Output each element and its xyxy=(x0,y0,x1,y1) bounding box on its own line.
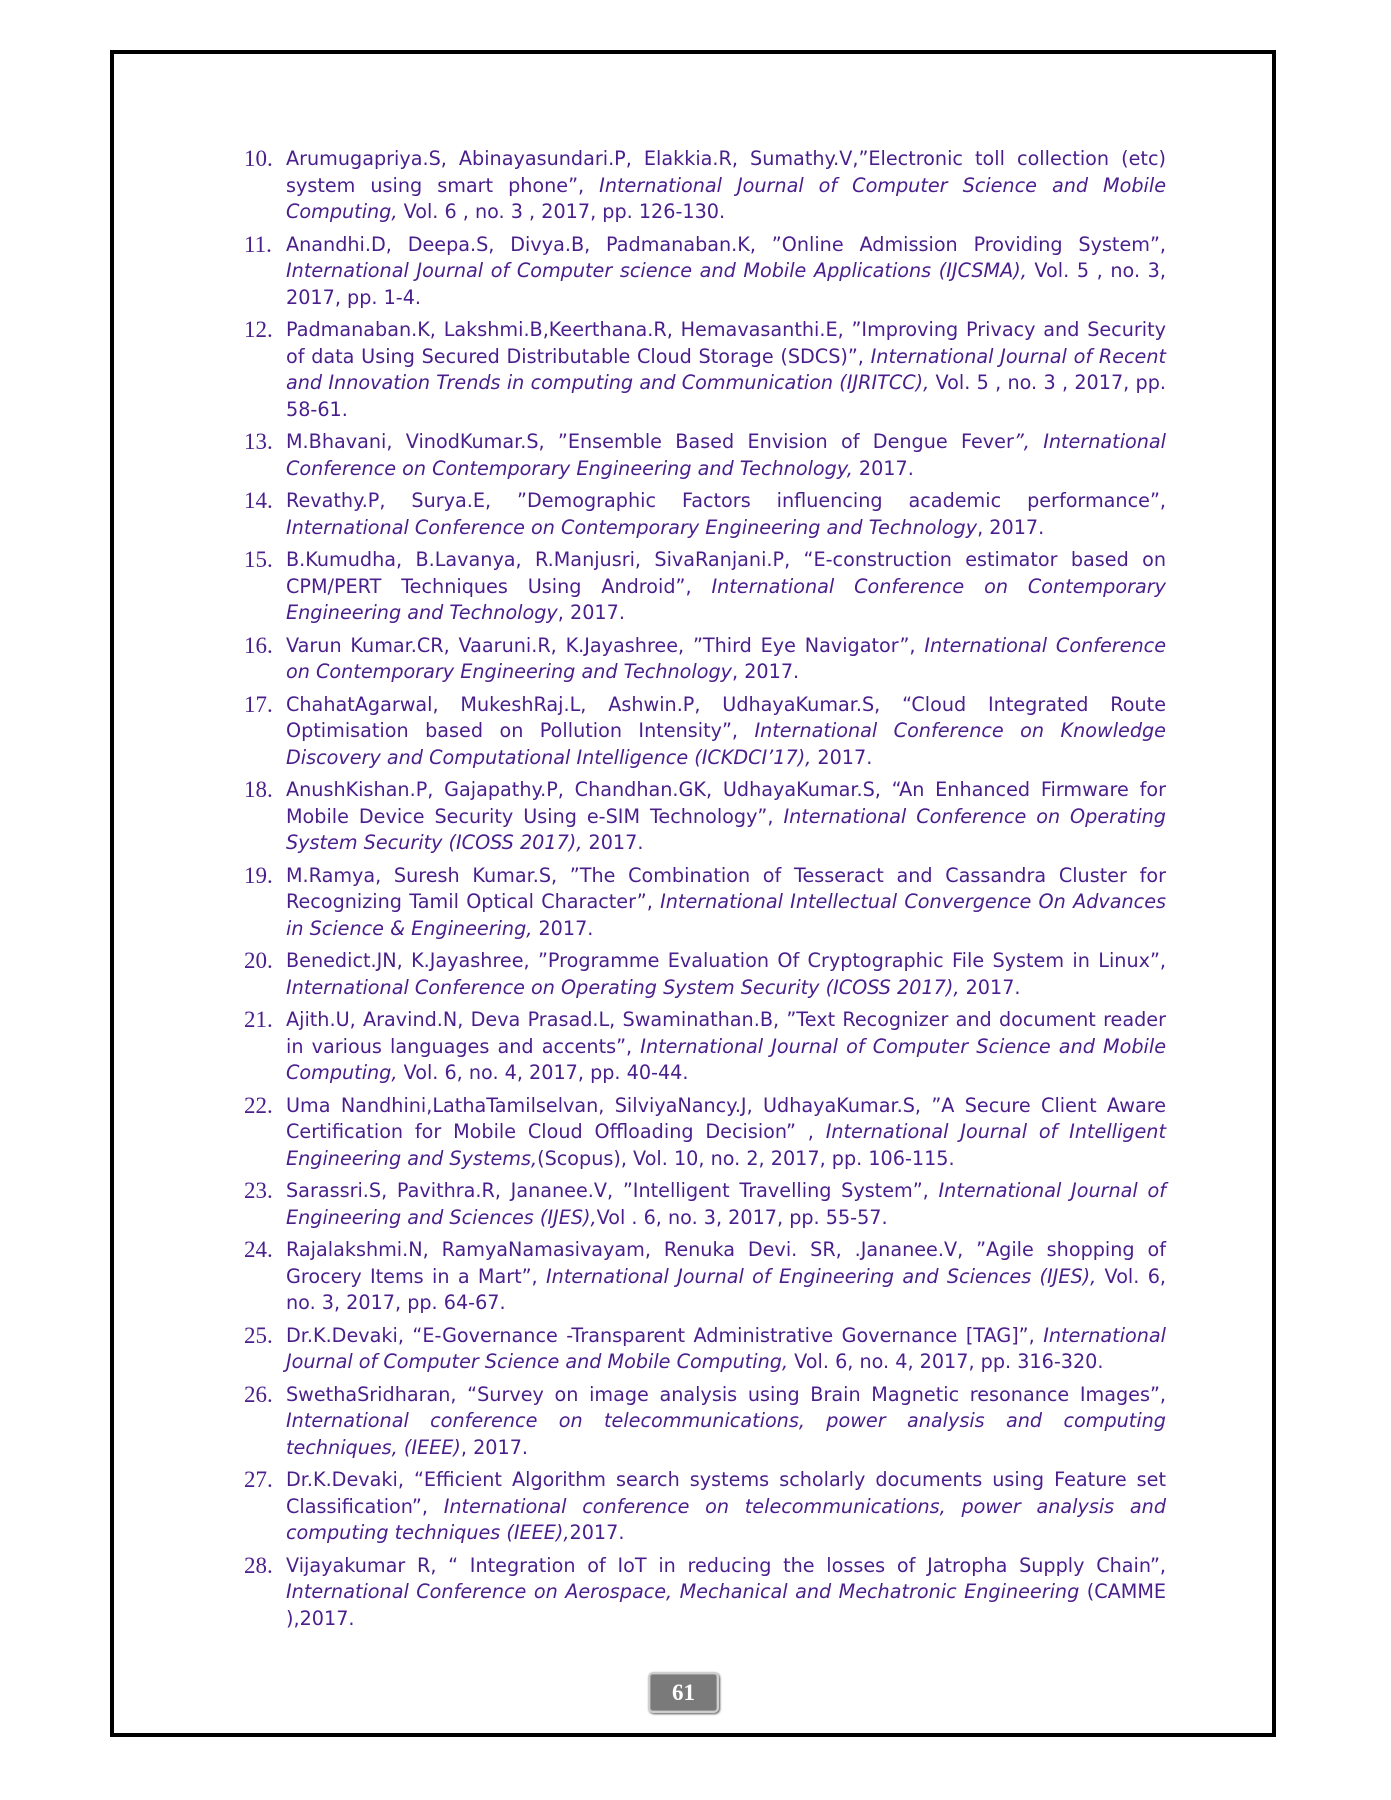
reference-authors-title: Rajalakshmi.N, RamyaNamasivayam, Renuka Devi. SR, .Jananee.V, ”Agile shopping of Grocery Items in a Mart”, xyxy=(286,1238,1166,1288)
reference-authors-title: AnushKishan.P, Gajapathy.P, Chandhan.GK, UdhayaKumar.S, “An Enhanced Firmware for Mobile Device Security Using e-SIM Technology”, xyxy=(286,778,1166,828)
reference-details: Vol. 6, no. 3, 2017, pp. 64-67. xyxy=(286,1264,1166,1314)
reference-authors-title: Dr.K.Devaki, “E-Governance -Transparent Administrative Governance [TAG]”, xyxy=(286,1323,1044,1347)
reference-venue: International Conference on Contemporary Engineering and Technology xyxy=(286,515,978,539)
reference-details: (Scopus), Vol. 10, no. 2, 2017, pp. 106-115. xyxy=(537,1146,955,1170)
reference-venue: International Journal of Computer Science and Mobile Computing, xyxy=(286,1323,1166,1373)
reference-details: Vol. 5 , no. 3 , 2017, pp. 58-61. xyxy=(286,371,1167,421)
reference-item xyxy=(246,488,1166,541)
reference-number: 25. xyxy=(244,1322,273,1348)
reference-list xyxy=(246,146,1166,1638)
reference-venue: International Conference on Knowledge Discovery and Computational Intelligence (ICKDCI’17), xyxy=(286,719,1166,769)
reference-item xyxy=(246,777,1166,857)
reference-venue: International Conference on Contemporary Engineering and Technology xyxy=(286,633,1166,683)
reference-details: , 2017. xyxy=(557,601,625,624)
reference-number: 18. xyxy=(244,777,273,802)
reference-authors-title: Arumugapriya.S, Abinayasundari.P, Elakkia.R, Sumathy.V,”Electronic toll collection (etc) system using smart phone”, xyxy=(286,147,1166,197)
reference-authors-title: Uma Nandhini,LathaTamilselvan, SilviyaNancy.J, UdhayaKumar.S, ”A Secure Client Aware Certification for Mobile Cloud Offloading Decision” , xyxy=(286,1093,1166,1143)
reference-number: 28. xyxy=(244,1552,273,1578)
reference-authors-title: Sarassri.S, Pavithra.R, Jananee.V, ”Intelligent Travelling System”, xyxy=(286,1179,939,1202)
reference-number: 23. xyxy=(244,1178,273,1203)
reference-number: 14. xyxy=(244,488,273,513)
reference-item xyxy=(246,633,1166,686)
reference-venue: International Journal of Computer Science and Mobile Computing, xyxy=(286,173,1166,223)
reference-authors-title: Ajith.U, Aravind.N, Deva Prasad.L, Swaminathan.B, ”Text Recognizer and document reader in various languages and accents”, xyxy=(286,1008,1166,1058)
reference-venue: International conference on telecommunications, power analysis and computing techniques (IEEE), xyxy=(286,1494,1167,1544)
reference-details: Vol. 6, no. 4, 2017, pp. 316-320. xyxy=(788,1350,1104,1373)
reference-venue: International Journal of Recent and Innovation Trends in computing and Communication (IJRITCC), xyxy=(286,344,1166,394)
reference-item xyxy=(246,1553,1166,1633)
reference-item xyxy=(246,863,1166,943)
reference-number: 20. xyxy=(244,948,273,973)
reference-authors-title: Benedict.JN, K.Jayashree, ”Programme Evaluation Of Cryptographic File System in Linux”, xyxy=(286,949,1166,972)
reference-authors-title: ChahatAgarwal, MukeshRaj.L, Ashwin.P, UdhayaKumar.S, “Cloud Integrated Route Optimisation based on Pollution Intensity”, xyxy=(286,692,1166,742)
reference-details: 2017. xyxy=(811,745,873,769)
reference-authors-title: Revathy.P, Surya.E, ”Demographic Factors influencing academic performance”, xyxy=(286,489,1166,512)
reference-authors-title: B.Kumudha, B.Lavanya, R.Manjusri, SivaRanjani.P, “E-construction estimator based on CPM/PERT Techniques Using Android”, xyxy=(286,548,1166,598)
reference-authors-title: M.Bhavani, VinodKumar.S, ”Ensemble Based Envision of Dengue Fever xyxy=(286,430,1014,453)
reference-venue: ”, International Conference on Contemporary Engineering and Technology, xyxy=(286,430,1167,480)
reference-details: 2017. xyxy=(532,916,594,940)
reference-venue: International Conference on Contemporary Engineering and Technology xyxy=(286,574,1166,624)
reference-details: Vol. 5 , no. 3, 2017, pp. 1-4. xyxy=(286,259,1166,309)
reference-authors-title: Varun Kumar.CR, Vaaruni.R, K.Jayashree, ”Third Eye Navigator”, xyxy=(286,633,925,657)
reference-number: 15. xyxy=(244,547,273,572)
reference-item xyxy=(246,1237,1166,1317)
reference-number: 13. xyxy=(244,429,273,454)
reference-item xyxy=(246,232,1166,312)
reference-details: 2017. xyxy=(959,975,1021,999)
reference-item xyxy=(246,948,1166,1001)
reference-item xyxy=(246,429,1166,482)
reference-item xyxy=(246,1382,1166,1462)
reference-item xyxy=(246,146,1166,226)
reference-number: 19. xyxy=(244,862,273,888)
reference-details: 2017. xyxy=(852,456,914,480)
reference-details: , 2017. xyxy=(460,1435,529,1459)
reference-venue: International Conference on Aerospace, Mechanical and Mechatronic Engineering xyxy=(286,1580,1080,1603)
reference-venue: International Journal of Computer Science and Mobile Computing, xyxy=(286,1034,1166,1084)
reference-number: 10. xyxy=(244,146,273,171)
reference-details: , 2017. xyxy=(977,515,1045,539)
reference-item xyxy=(246,692,1166,772)
reference-item xyxy=(246,1093,1166,1173)
reference-details: (CAMME ),2017. xyxy=(286,1580,1167,1630)
reference-item xyxy=(246,1007,1166,1087)
reference-details: Vol. 6, no. 4, 2017, pp. 40-44. xyxy=(397,1061,689,1084)
reference-venue: International Journal of Intelligent Engineering and Systems, xyxy=(286,1120,1166,1170)
reference-details: 2017. xyxy=(582,831,644,854)
reference-details: Vol. 6 , no. 3 , 2017, pp. 126-130. xyxy=(397,200,726,223)
reference-item xyxy=(246,317,1166,423)
reference-number: 27. xyxy=(244,1467,273,1492)
reference-item xyxy=(246,547,1166,627)
reference-details: Vol . 6, no. 3, 2017, pp. 55-57. xyxy=(596,1205,888,1229)
page-number-badge: 61 xyxy=(648,1672,719,1713)
reference-details: 2017. xyxy=(569,1521,625,1544)
reference-item xyxy=(246,1467,1166,1547)
reference-venue: International Journal of Engineering and Sciences (IJES), xyxy=(546,1264,1097,1288)
reference-venue: International Intellectual Convergence On Advances in Science & Engineering, xyxy=(286,890,1166,940)
reference-number: 24. xyxy=(244,1237,273,1262)
reference-venue: International Journal of Engineering and Sciences (IJES), xyxy=(286,1179,1166,1229)
reference-number: 16. xyxy=(244,632,273,658)
reference-number: 12. xyxy=(244,317,273,342)
reference-number: 11. xyxy=(244,231,272,257)
reference-venue: International Journal of Computer science and Mobile Applications (IJCSMA), xyxy=(286,259,1027,282)
reference-item xyxy=(246,1178,1166,1231)
reference-authors-title: Vijayakumar R, “ Integration of IoT in reducing the losses of Jatropha Supply Chain”, xyxy=(286,1553,1166,1577)
reference-authors-title: Padmanaban.K, Lakshmi.B,Keerthana.R, Hemavasanthi.E, ”Improving Privacy and Security of data Using Secured Distributable Cloud Storage (SDCS)”, xyxy=(286,318,1166,368)
reference-authors-title: SwethaSridharan, “Survey on image analysis using Brain Magnetic resonance Images”, xyxy=(286,1382,1166,1406)
reference-authors-title: M.Ramya, Suresh Kumar.S, ”The Combination of Tesseract and Cassandra Cluster for Recognizing Tamil Optical Character”, xyxy=(286,863,1166,913)
reference-details: , 2017. xyxy=(732,660,800,683)
reference-number: 17. xyxy=(244,691,273,717)
reference-venue: International Conference on Operating System Security (ICOSS 2017), xyxy=(286,975,960,999)
reference-item xyxy=(246,1323,1166,1376)
reference-number: 21. xyxy=(244,1007,273,1032)
reference-venue: International Conference on Operating System Security (ICOSS 2017), xyxy=(286,804,1166,854)
reference-venue: International conference on telecommunications, power analysis and computing techniques, (IEEE) xyxy=(286,1409,1166,1459)
reference-number: 26. xyxy=(244,1381,273,1407)
reference-number: 22. xyxy=(244,1092,273,1118)
reference-authors-title: Anandhi.D, Deepa.S, Divya.B, Padmanaban.K, ”Online Admission Providing System”, xyxy=(286,232,1166,256)
reference-authors-title: Dr.K.Devaki, “Efficient Algorithm search systems scholarly documents using Feature set Classification”, xyxy=(286,1468,1166,1518)
